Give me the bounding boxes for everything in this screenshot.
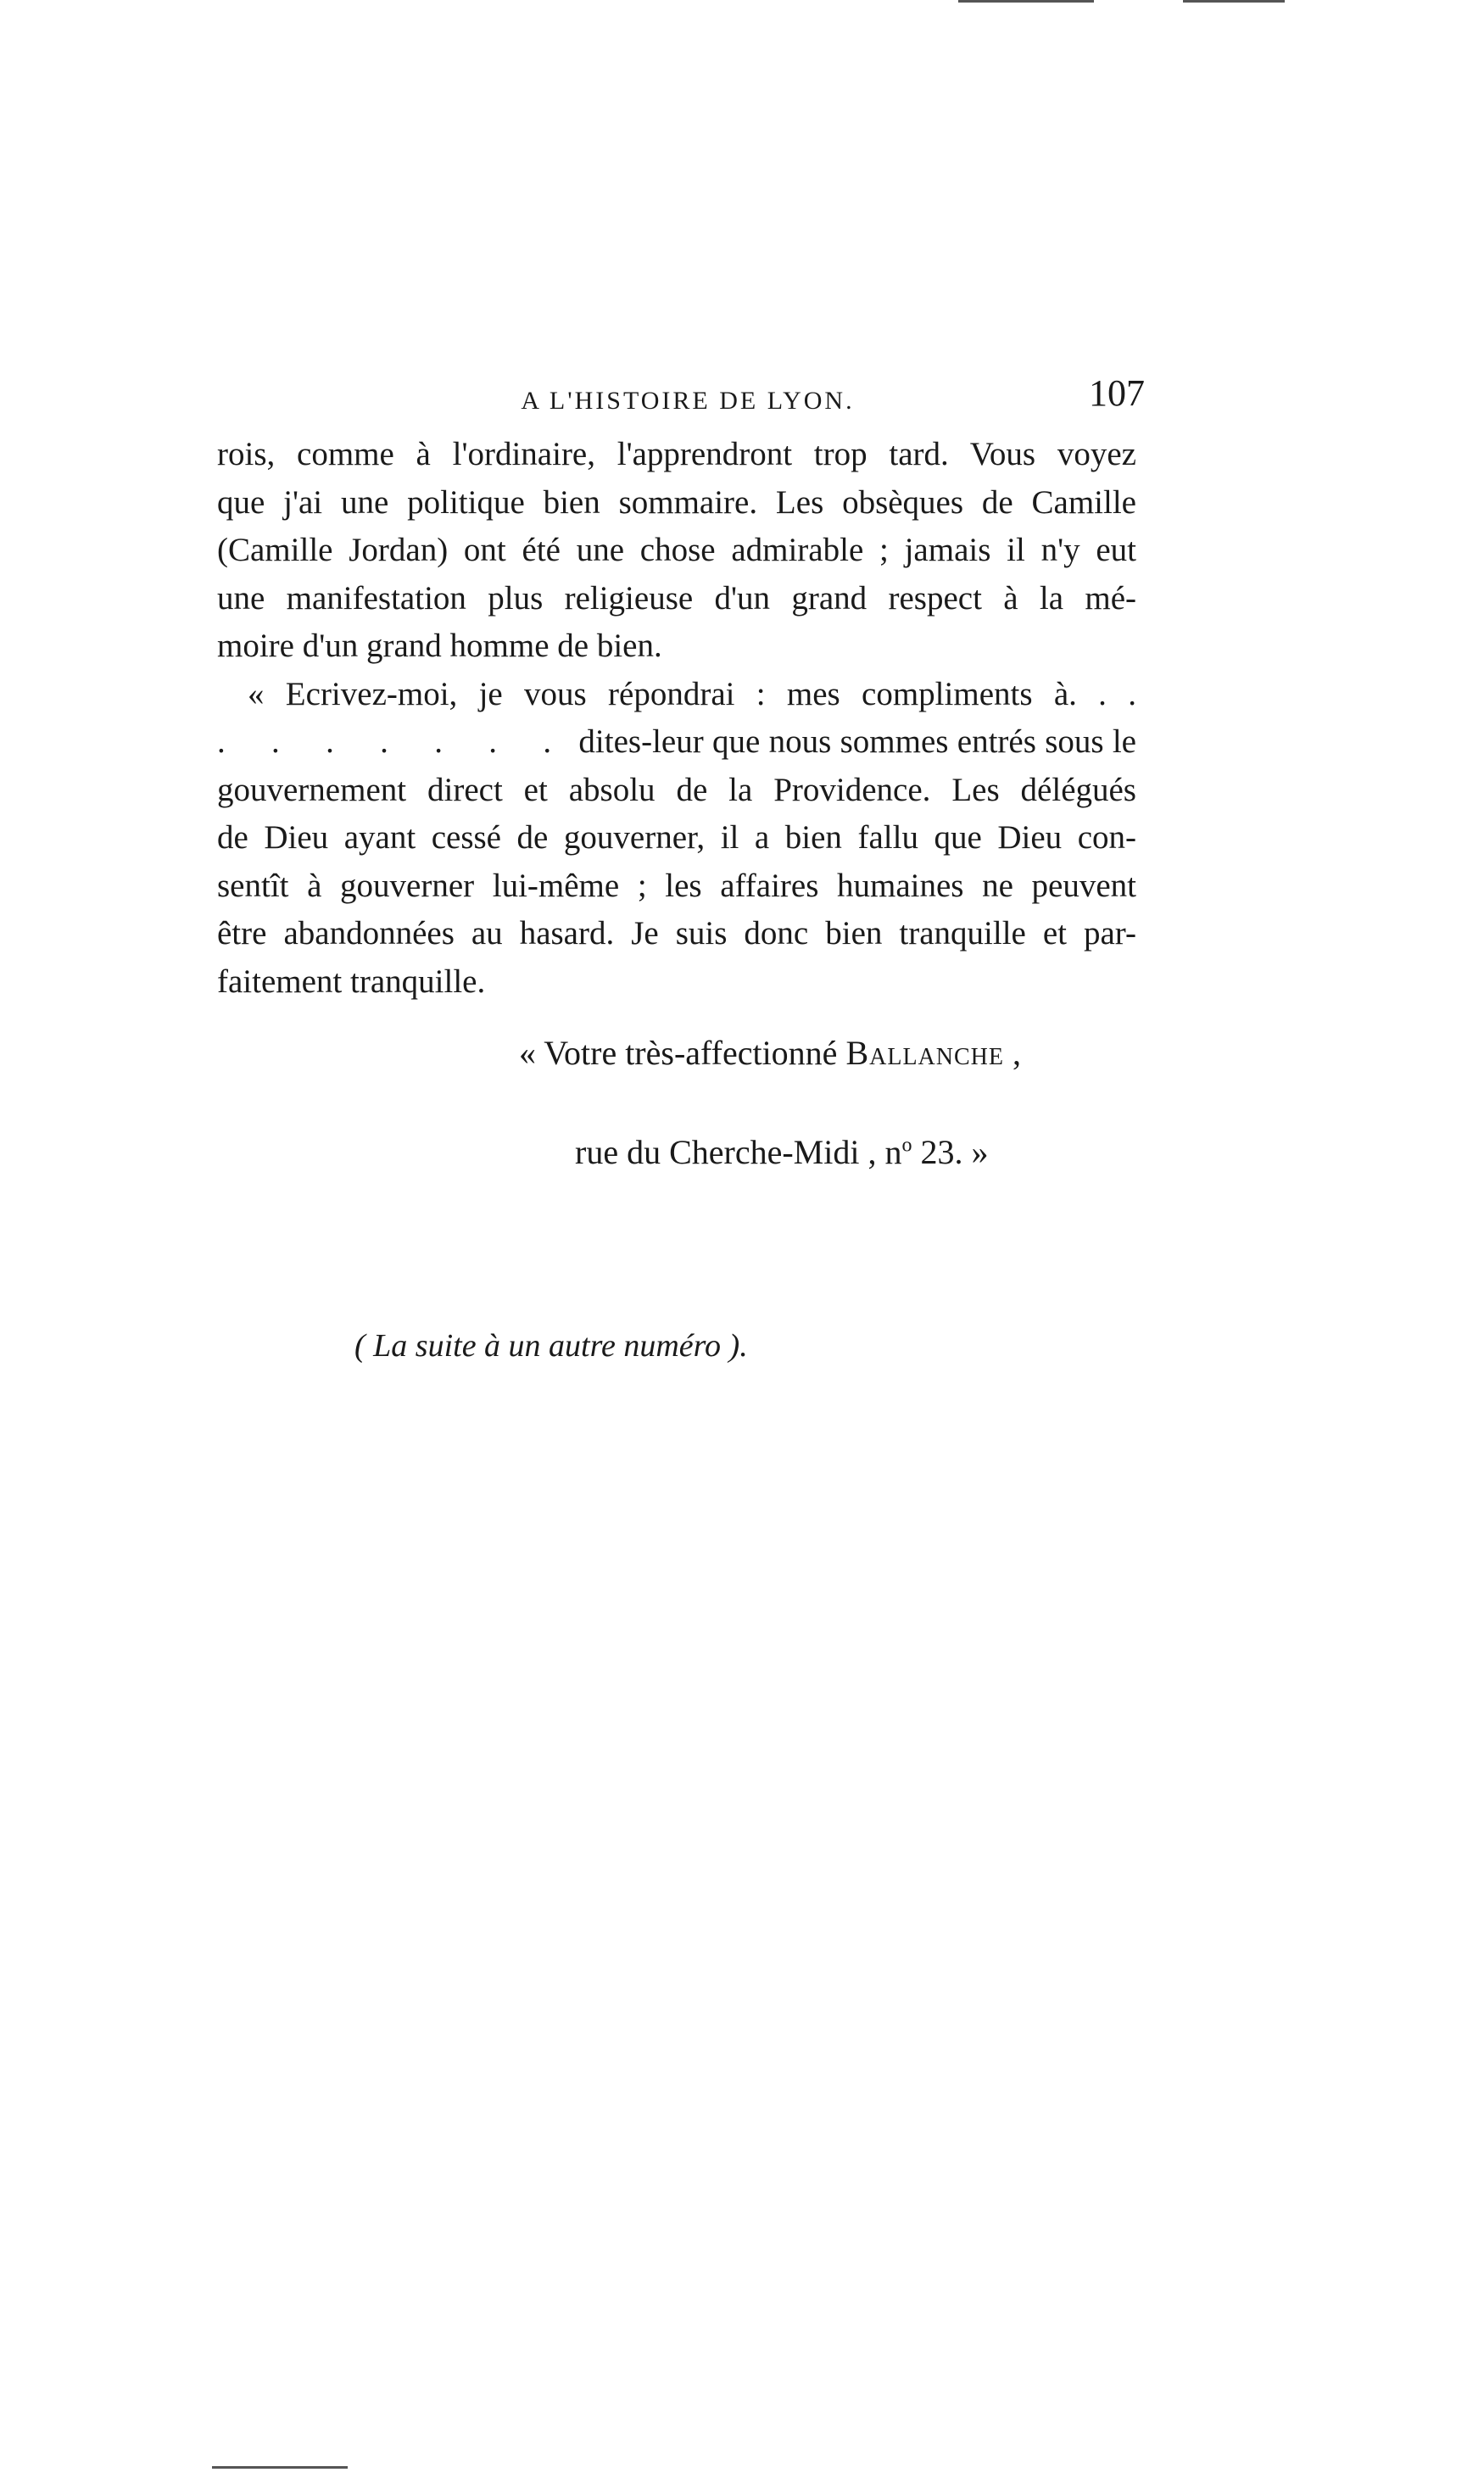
body-text <box>217 431 1136 1006</box>
text-line: une manifestation plus religieuse d'un grand respect à la mé- <box>217 579 1136 617</box>
address-text: rue du Cherche-Midi , n <box>575 1133 902 1171</box>
text-segment: dites-leur que nous sommes entrés sous le <box>578 723 1136 760</box>
letter-address <box>575 1132 988 1172</box>
text-line: « Ecrivez-moi, je vous répondrai : mes compliments à. . . <box>248 675 1136 712</box>
signature-suffix: , <box>1004 1034 1021 1072</box>
continuation-note: ( La suite à un autre numéro ). <box>354 1328 748 1364</box>
scan-mark <box>1183 0 1285 3</box>
text-line: rois, comme à l'ordinaire, l'apprendront trop tard. Vous voyez <box>217 436 1136 472</box>
signature-name: Ballanche <box>845 1034 1004 1072</box>
address-text-end: 23. » <box>912 1133 989 1171</box>
running-head <box>217 371 1158 422</box>
letter-signature <box>519 1033 1021 1073</box>
text-line: faitement tranquille. <box>217 963 486 1000</box>
text-line: moire d'un grand homme de bien. <box>217 628 662 664</box>
text-line: de Dieu ayant cessé de gouverner, il a bien fallu que Dieu con- <box>217 819 1136 856</box>
page-number: 107 <box>1089 372 1145 414</box>
text-line: (Camille Jordan) ont été une chose admirable ; jamais il n'y eut <box>217 532 1136 568</box>
scan-mark <box>958 0 1094 3</box>
text-line-with-leader <box>217 718 1136 767</box>
scan-mark <box>212 2466 348 2469</box>
text-line: que j'ai une politique bien sommaire. Les obsèques de Camille <box>217 483 1136 521</box>
text-line: être abandonnées au hasard. Je suis donc bien tranquille et par- <box>217 915 1136 952</box>
text-line: gouvernement direct et absolu de la Providence. Les délégués <box>217 771 1136 808</box>
text-line: sentît à gouverner lui-même ; les affaires humaines ne peuvent <box>217 867 1136 904</box>
address-superscript: o <box>901 1134 912 1157</box>
leader-dots: . . . . . . . <box>217 723 571 760</box>
signature-prefix: « Votre très-affectionné <box>519 1034 846 1072</box>
running-title: A L'HISTOIRE DE LYON. <box>521 387 855 415</box>
